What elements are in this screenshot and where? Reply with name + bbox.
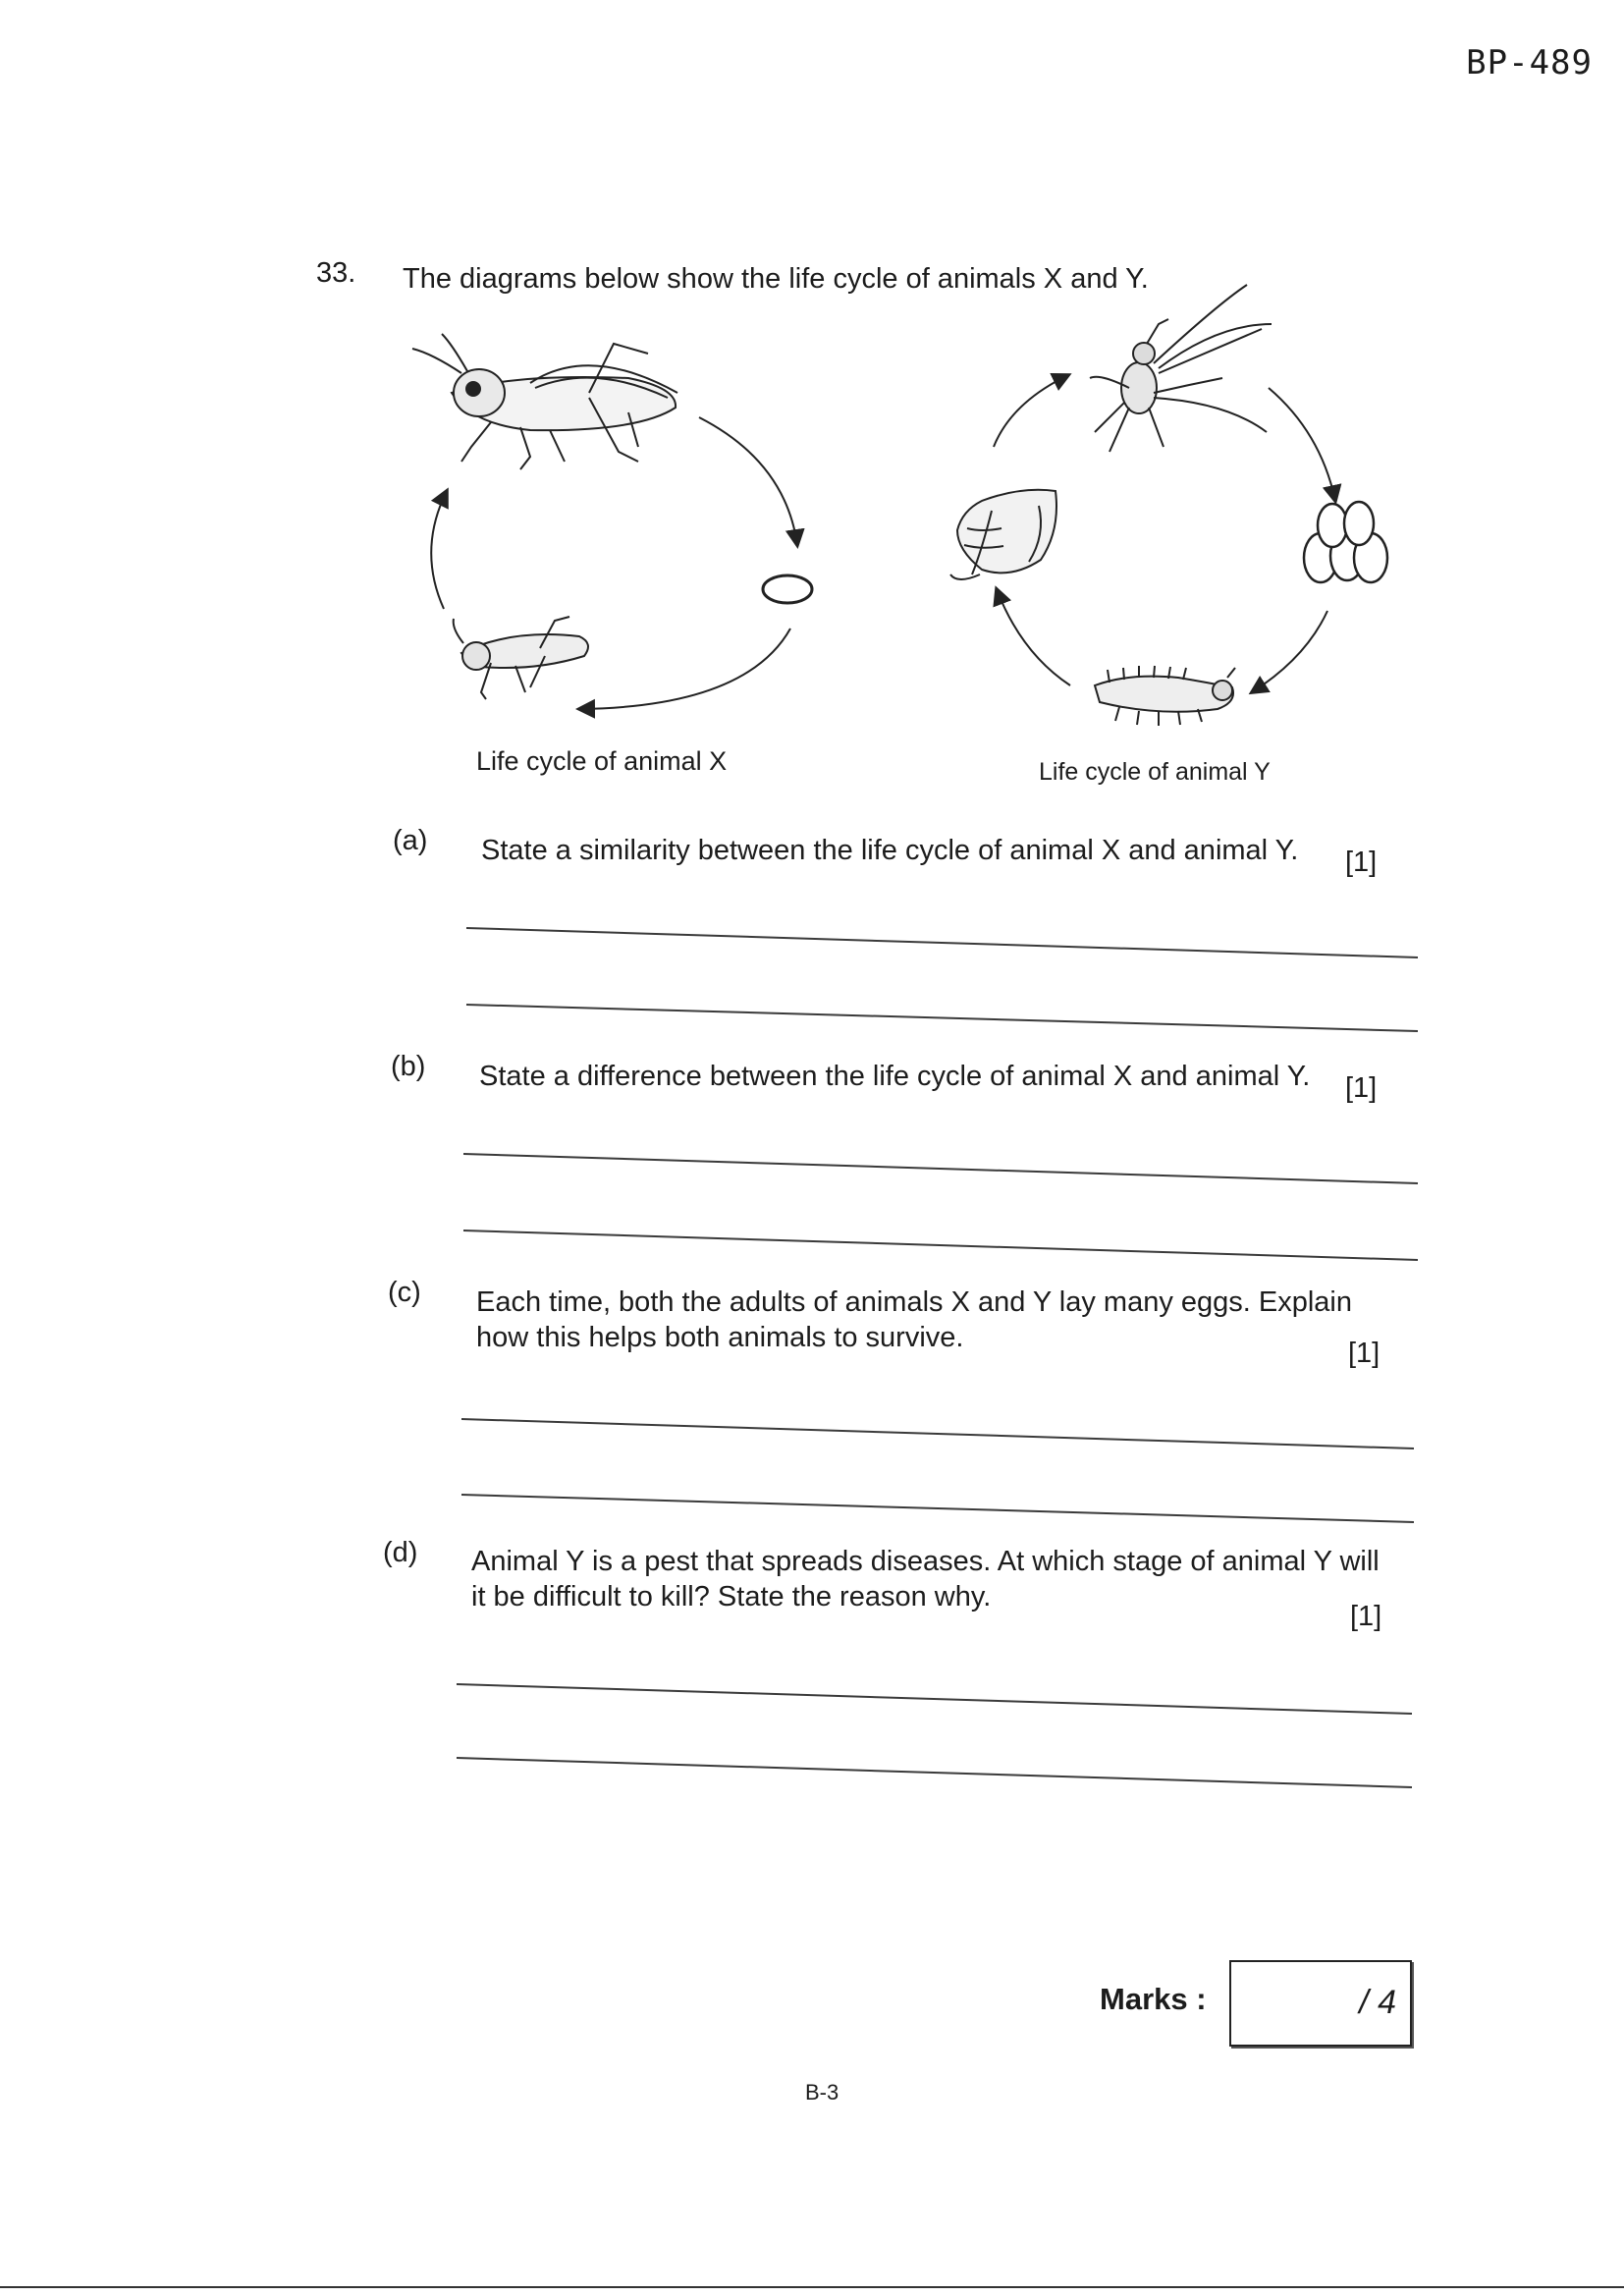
page-number: B-3 xyxy=(805,2080,839,2105)
part-c-label: (c) xyxy=(388,1277,421,1308)
larva-icon xyxy=(1095,666,1235,726)
answer-line-c2 xyxy=(461,1495,1414,1522)
part-b-label: (b) xyxy=(391,1051,426,1082)
answer-line-b1 xyxy=(463,1154,1418,1183)
answer-line-a2 xyxy=(466,1005,1418,1031)
part-d-question: Animal Y is a pest that spreads diseases. At which stage of animal Y will it be difficult to kill? State the reason why. xyxy=(471,1546,1380,1613)
part-b-mark: [1] xyxy=(1345,1072,1378,1104)
part-a-mark: [1] xyxy=(1345,847,1378,878)
part-a-question: State a similarity between the life cycle of animal X and animal Y. xyxy=(481,835,1299,866)
part-c-question: Each time, both the adults of animals X and Y lay many eggs. Explain how this helps both animals to survive. xyxy=(476,1286,1353,1353)
bottom-rule xyxy=(0,2286,1624,2288)
marks-box xyxy=(1229,1960,1412,2047)
eggs-icon xyxy=(1304,502,1387,582)
nymph-grasshopper-icon xyxy=(454,617,588,699)
egg-icon xyxy=(763,575,812,603)
marks-total: / 4 xyxy=(1359,1984,1396,2021)
part-c-mark: [1] xyxy=(1348,1338,1380,1369)
answer-line-d2 xyxy=(457,1758,1412,1787)
pupa-icon xyxy=(950,490,1056,579)
part-d-label: (d) xyxy=(383,1537,418,1568)
question-stem: The diagrams below show the life cycle of animals X and Y. xyxy=(403,263,1149,295)
marks-label: Marks : xyxy=(1100,1982,1207,2016)
adult-grasshopper-icon xyxy=(412,334,677,469)
adult-mosquito-icon xyxy=(1090,285,1272,452)
answer-line-b2 xyxy=(463,1230,1418,1260)
paper-code: BP-489 xyxy=(1466,43,1593,82)
caption-animal-x: Life cycle of animal X xyxy=(476,746,728,776)
question-number: 33. xyxy=(316,257,356,289)
part-b-question: State a difference between the life cycle of animal X and animal Y. xyxy=(479,1061,1311,1092)
answer-line-a1 xyxy=(466,928,1418,957)
answer-lines xyxy=(457,928,1418,1787)
part-d-mark: [1] xyxy=(1350,1601,1382,1632)
part-a-label: (a) xyxy=(393,825,428,856)
caption-animal-y: Life cycle of animal Y xyxy=(1039,758,1271,786)
answer-line-c1 xyxy=(461,1419,1414,1449)
answer-line-d1 xyxy=(457,1684,1412,1714)
